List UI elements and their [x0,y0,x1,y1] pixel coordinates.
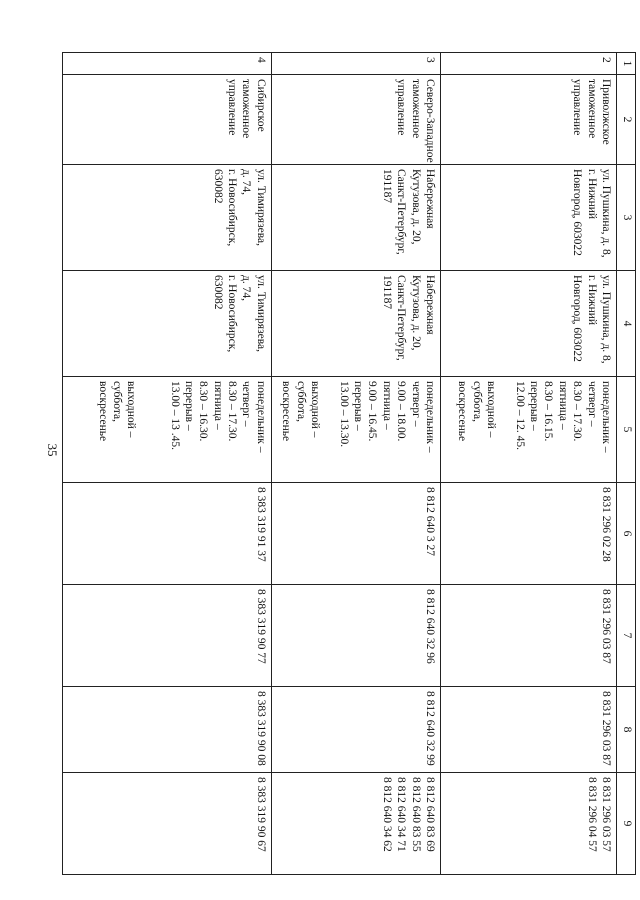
cell-text: 2 [600,57,612,63]
cell-text-line: Санкт-Петербург, [395,275,408,361]
postal-address-cell [271,271,440,377]
cell-text-line: г. Нижний [585,169,598,220]
column-number-row [617,53,636,875]
column-header: 8 [617,687,636,773]
cell-text-line: таможенное [585,79,598,139]
phone-col9-cell [440,773,616,875]
phone-col6-cell [440,483,616,585]
customs-offices-table [62,52,636,875]
cell-text-line: 13.00 – 13.30. [337,381,350,448]
column-header: 7 [617,585,636,687]
cell-text-line: ул. Тимирязева, [254,169,267,247]
cell-text-line: г. Нижний [585,275,598,326]
cell-text-line: Набережная [423,275,436,335]
table-row [63,53,272,875]
phone-col9-cell [271,773,440,875]
cell-text-line: Приволжское [600,79,612,145]
cell-text-line: д. 74, [240,275,253,301]
legal-address-cell [63,165,272,271]
cell-text: 8 812 640 32 99 [423,691,436,766]
column-header: 3 [617,165,636,271]
cell-text: 8 383 319 90 77 [254,589,267,664]
cell-text-line: д. 74, [240,169,253,195]
cell-text-line: ул. Пушкина, д. 8, [600,169,612,258]
phone-col7-cell [271,585,440,687]
office-name-cell [271,75,440,165]
row-number-cell [271,53,440,75]
cell-text-line: четверг – [409,381,422,427]
cell-text-line: воскресенье [280,381,293,442]
cell-text-line: 8 383 319 90 67 [254,777,267,852]
column-header: 6 [617,483,636,585]
cell-text-line: 8.30 – 17.30. [226,381,239,442]
postal-address-cell [63,271,272,377]
cell-text-line: перерыв – [352,381,365,431]
cell-text-line: выходной – [485,381,497,438]
cell-text: 4 [254,57,267,63]
column-header: 5 [617,377,636,483]
cell-text-line: 8 812 640 34 71 [395,777,408,852]
cell-text-line: 8.30 – 16.15. [542,381,555,442]
cell-text-line [498,381,512,478]
phone-col6-cell [271,483,440,585]
cell-text-line: воскресенье [456,381,469,442]
cell-text-line: ул. Пушкина, д. 8, [600,275,612,364]
cell-text-line: управление [395,79,408,136]
cell-text-line: Кутузова, д. 20, [409,169,422,245]
office-name-cell [63,75,272,165]
table-row [440,53,616,875]
cell-text-line: Новгород, 603022 [571,275,584,362]
cell-text-line: таможенное [240,79,253,139]
cell-text-line: 8 812 640 34 62 [380,777,393,852]
rotated-page [62,52,636,874]
cell-text-line: понедельник – [423,381,436,453]
working-hours-cell [63,377,272,483]
cell-text-line: Новгород, 603022 [571,169,584,256]
phone-col8-cell [63,687,272,773]
cell-text: 8 831 296 03 87 [600,589,612,664]
cell-text-line: Сибирское [254,79,267,132]
cell-text-line: выходной – [308,381,321,438]
phone-col7-cell [63,585,272,687]
cell-text-line: выходной – [125,381,138,438]
cell-text-line: 191187 [380,169,393,204]
table-row [271,53,440,875]
cell-text-line: перерыв – [528,381,541,431]
row-number-cell [63,53,272,75]
cell-text-line: Кутузова, д. 20, [409,275,422,351]
working-hours-cell [440,377,616,483]
cell-text: 8 831 296 02 28 [600,487,612,562]
page-number: 35 [45,443,60,457]
cell-text-line [139,381,153,478]
cell-text-line: таможенное [409,79,422,139]
cell-text-line: 13.00 – 13 .45. [168,381,181,450]
office-name-cell [440,75,616,165]
cell-text-line: г. Новосибирск, [226,275,239,353]
cell-text-line: Санкт-Петербург, [395,169,408,255]
cell-text-line: суббота, [470,381,483,422]
cell-text-line: 191187 [380,275,393,310]
cell-text-line: 8.30 – 17.30. [571,381,584,442]
cell-text-line: 8.30 – 16.30. [197,381,210,442]
cell-text-line: пятница – [211,381,224,430]
phone-col8-cell [271,687,440,773]
cell-text: 8 812 640 3 27 [423,487,436,556]
phone-col7-cell [440,585,616,687]
phone-col8-cell [440,687,616,773]
column-header: 9 [617,773,636,875]
cell-text-line: Набережная [423,169,436,229]
cell-text-line: 630082 [211,275,224,310]
column-header: 2 [617,75,636,165]
cell-text-line: понедельник – [600,381,612,453]
row-number-cell [440,53,616,75]
cell-text-line: 8 831 296 03 57 [600,777,612,852]
cell-text-line: перерыв – [183,381,195,431]
cell-text: 8 383 319 90 08 [254,691,267,766]
cell-text-line: управление [571,79,584,136]
cell-text-line: четверг – [240,381,253,427]
cell-text-line: 630082 [211,169,224,204]
cell-text-line: четверг – [585,381,598,427]
column-header: 1 [617,53,636,75]
cell-text-line: 8 831 296 04 57 [585,777,598,852]
cell-text-line: пятница – [380,381,393,430]
cell-text-line: Северо-Западное [423,79,436,163]
cell-text-line: суббота, [111,381,124,422]
postal-address-cell [440,271,616,377]
cell-text-line: ул. Тимирязева, [254,275,267,353]
cell-text-line [322,381,336,478]
cell-text: 8 831 296 03 87 [600,691,612,766]
cell-text: 3 [423,57,436,63]
cell-text-line: 8 812 640 83 69 [423,777,436,852]
cell-text: 8 812 640 32 96 [423,589,436,664]
column-header: 4 [617,271,636,377]
cell-text-line: г. Новосибирск, [226,169,239,247]
cell-text-line: 12.00 – 12. 45. [513,381,526,450]
cell-text-line: суббота, [294,381,307,422]
phone-col9-cell [63,773,272,875]
legal-address-cell [440,165,616,271]
cell-text-line: пятница – [556,381,569,430]
cell-text-line: 9.00 – 16.45. [366,381,379,442]
cell-text-line: управление [226,79,239,136]
cell-text-line: 9.00 – 18.00. [395,381,408,442]
phone-col6-cell [63,483,272,585]
cell-text-line: воскресенье [96,381,109,442]
cell-text: 8 383 319 91 37 [254,487,267,562]
legal-address-cell [271,165,440,271]
cell-text-line [153,381,167,478]
working-hours-cell [271,377,440,483]
cell-text-line: понедельник – [254,381,267,453]
cell-text-line: 8 812 640 83 55 [409,777,422,852]
